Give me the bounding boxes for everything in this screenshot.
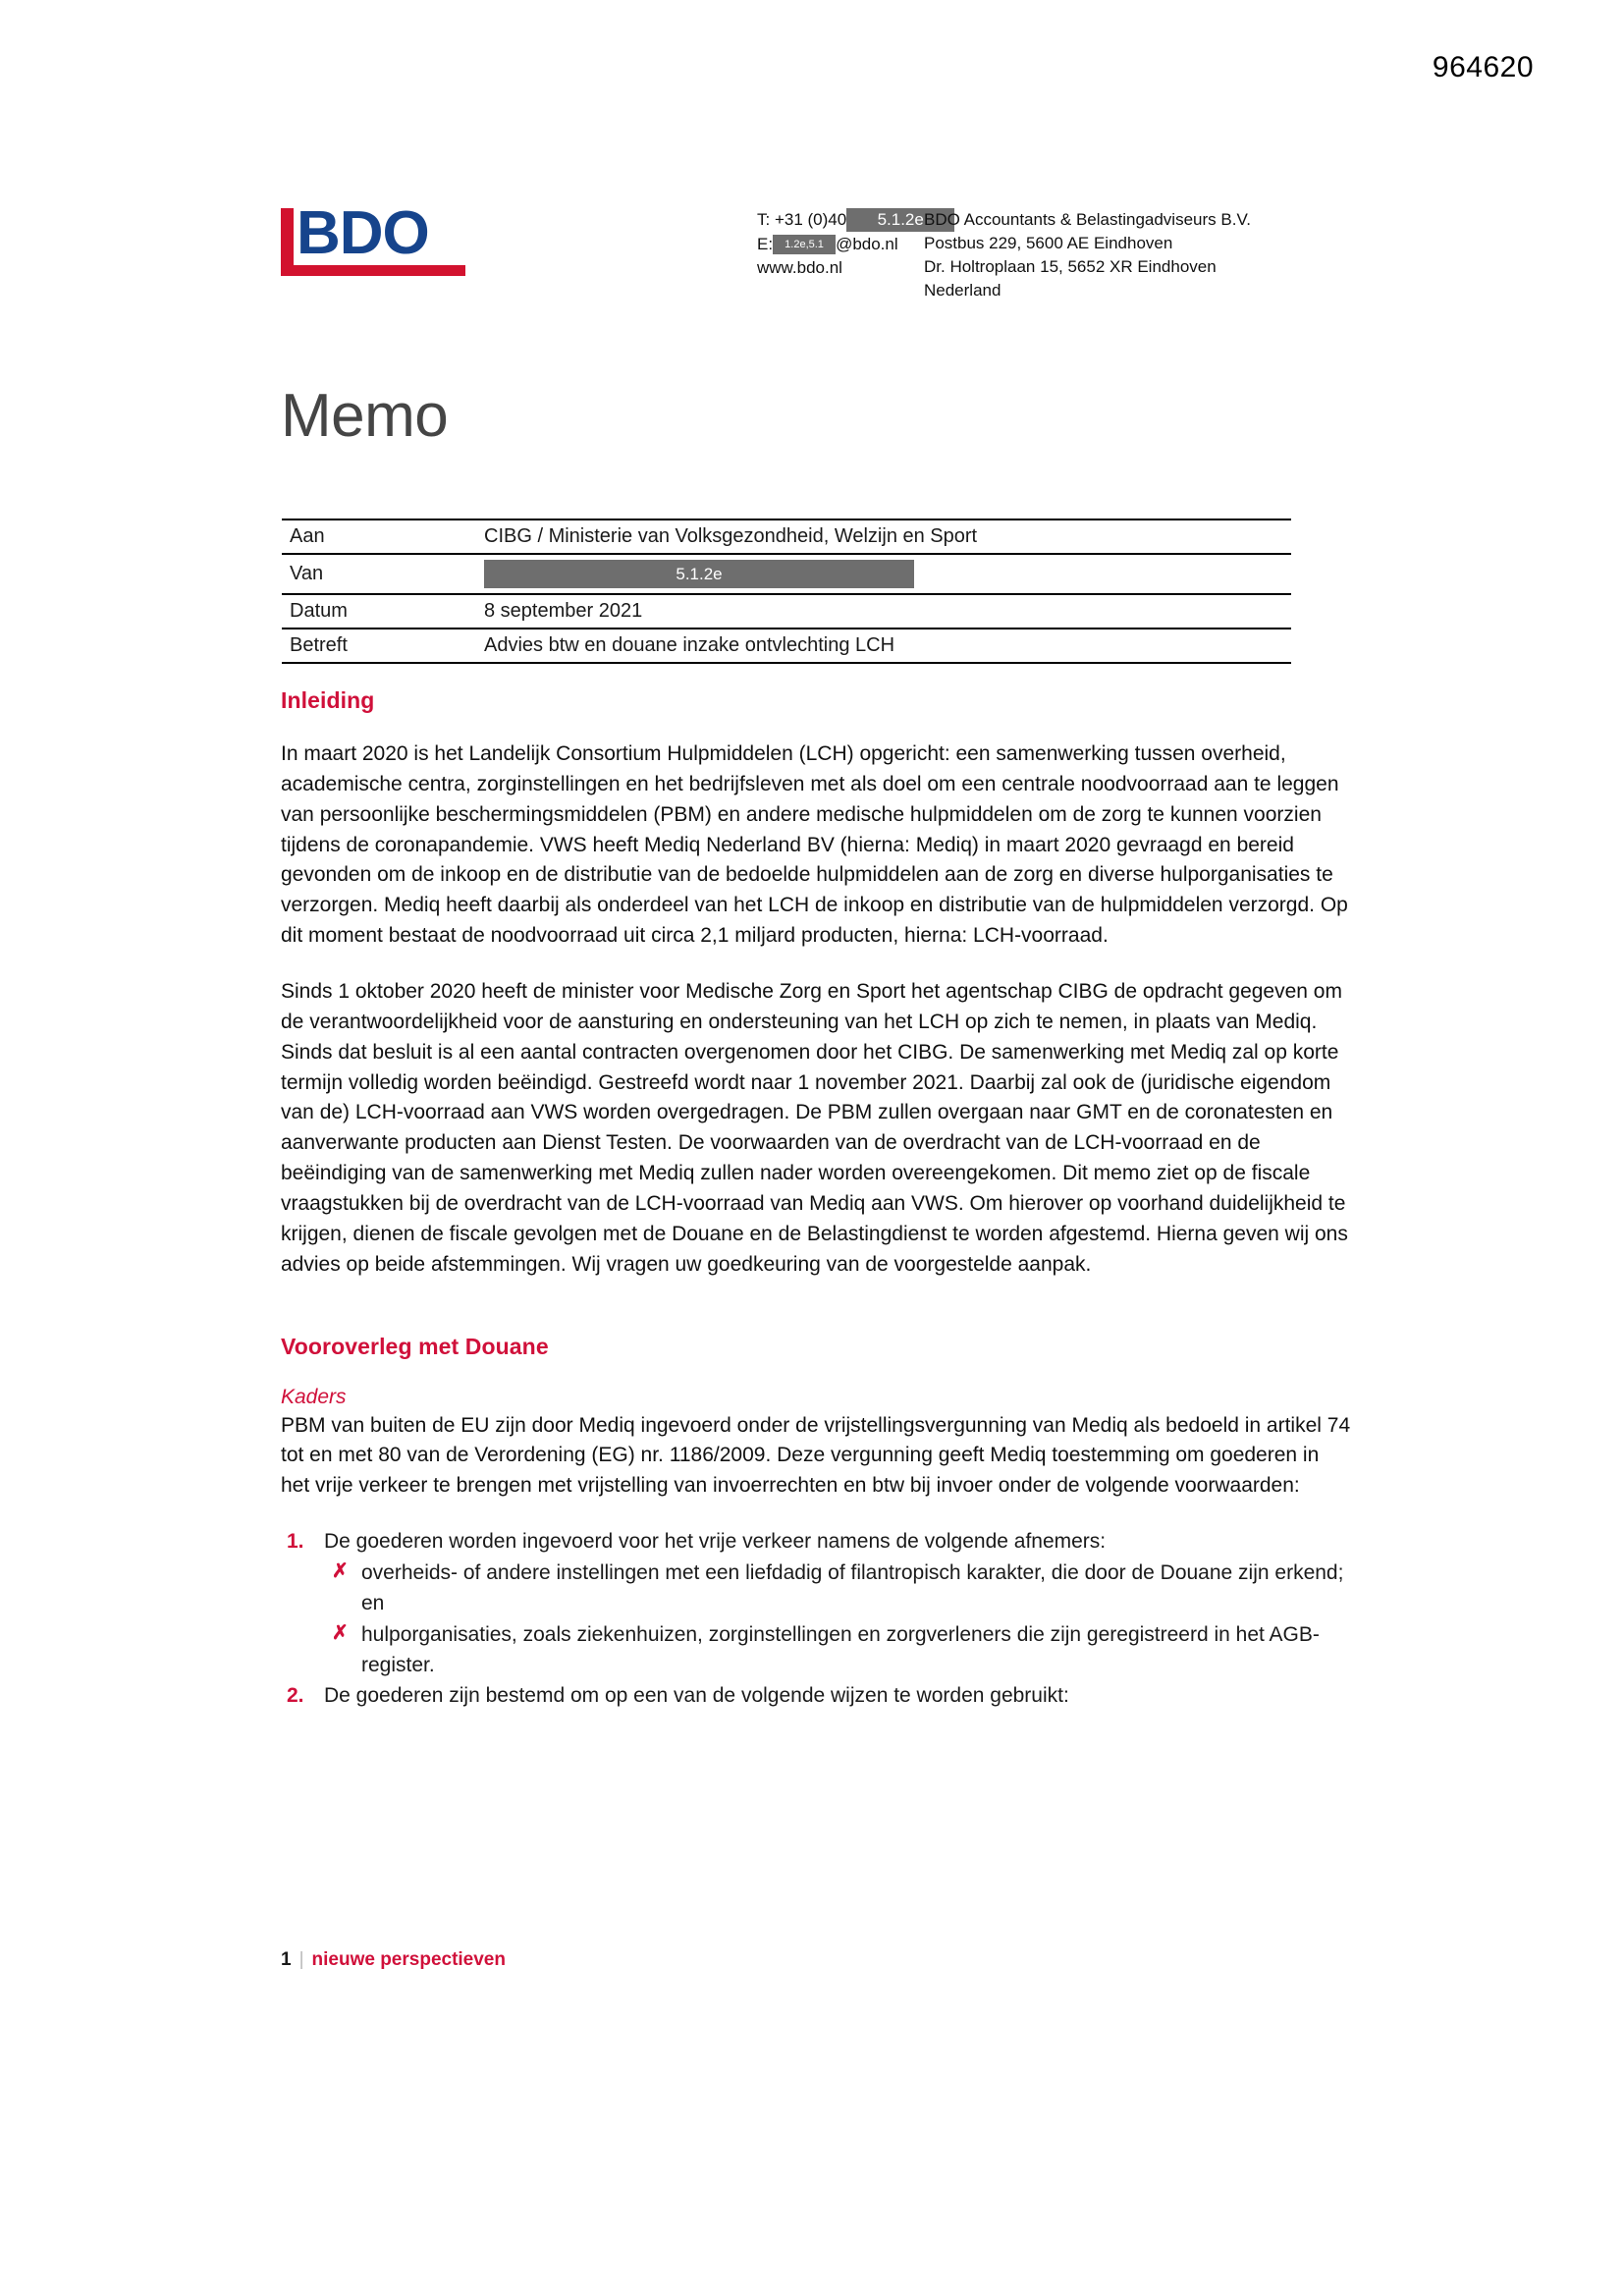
phone-redaction-box: 5.1.2e [846, 208, 954, 232]
list-number: 1. [287, 1530, 304, 1554]
voorwaarden-list [281, 1527, 1351, 1712]
meta-value-van [481, 554, 1291, 594]
x-bullet-icon: ✗ [332, 1560, 349, 1583]
document-body [281, 687, 1351, 1713]
vooroverleg-paragraph-1: PBM van buiten de EU zijn door Mediq ingevoerd onder de vrijstellingsvergunning van Mediq als bedoeld in artikel 74 tot en met 80 van de Verordening (EG) nr. 1186/2009. Deze vergunning geeft Mediq toestemming om goederen in het vrije verkeer te brengen met vrijstelling van invoerrechten en btw bij invoer onder de volgende voorwaarden: [281, 1413, 1351, 1498]
sub-list [324, 1558, 1351, 1680]
subsection-heading-kaders: Kaders [281, 1385, 347, 1408]
section-spacer [281, 1306, 1351, 1334]
list-item [324, 1620, 1351, 1681]
table-row [282, 594, 1291, 629]
street-address: Dr. Holtroplaan 15, 5652 XR Eindhoven [924, 257, 1217, 277]
list-item [281, 1527, 1351, 1680]
memo-metadata-table [282, 519, 1291, 664]
letterhead [281, 199, 1534, 301]
meta-label-datum: Datum [282, 594, 481, 629]
inleiding-paragraph-2: Sinds 1 oktober 2020 heeft de minister voor Medische Zorg en Sport het agentschap CIBG de opdracht gegeven om de verantwoordelijkheid voor de aansturing en ondersteuning van het LCH op zich te nemen, in plaats van Mediq. Sinds dat besluit is al een aantal contracten overgenomen door het CIBG. De samenwerking met Mediq zal op korte termijn volledig worden beëindigd. Gestreefd wordt naar 1 november 2021. Daarbij zal ook de (juridische eigendom van de) LCH-voorraad aan VWS worden overgedragen. De PBM zullen overgaan naar GMT en de coronatesten en aanverwante producten aan Dienst Testen. De voorwaarden van de overdracht van de LCH-voorraad en de beëindiging van de samenwerking met Mediq zullen nader worden overeengekomen. Dit memo ziet op de fiscale vraagstukken bij de overdracht van de LCH-voorraad van Mediq aan VWS. Om hierover op voorhand duidelijkheid te krijgen, dienen de fiscale gevolgen met de Douane en de Belastingdienst te worden afgestemd. Hierna geven wij ons advies op beide afstemmingen. Wij vragen uw goedkeuring van de voorgestelde aanpak. [281, 980, 1348, 1276]
meta-label-aan: Aan [282, 519, 481, 554]
website-line: www.bdo.nl [757, 257, 842, 277]
po-box: Postbus 229, 5600 AE Eindhoven [924, 234, 1173, 253]
phone-prefix: T: +31 (0)40 [757, 210, 847, 229]
table-row [282, 629, 1291, 663]
van-redaction-box: 5.1.2e [484, 560, 914, 588]
footer-tagline: nieuwe perspectieven [311, 1949, 506, 1970]
meta-label-betreft: Betreft [282, 629, 481, 663]
bdo-logo [281, 199, 465, 275]
list-item [324, 1558, 1351, 1619]
list-item-text: De goederen worden ingevoerd voor het vrije verkeer namens de volgende afnemers: [324, 1530, 1107, 1554]
page-title: Memo [281, 382, 449, 450]
page-footer [281, 1949, 506, 1971]
footer-page-number: 1 [281, 1949, 292, 1970]
sub-list-item-text: overheids- of andere instellingen met een liefdadig of filantropisch karakter, die door de Douane zijn erkend; en [361, 1561, 1344, 1614]
list-item-text: De goederen zijn bestemd om op een van de volgende wijzen te worden gebruikt: [324, 1684, 1069, 1708]
section-heading-vooroverleg: Vooroverleg met Douane [281, 1333, 549, 1359]
meta-value-betreft: Advies btw en douane inzake ontvlechting LCH [481, 629, 1291, 663]
country: Nederland [924, 281, 1001, 301]
meta-label-van: Van [282, 554, 481, 594]
logo-wordmark: BDO [297, 199, 429, 267]
email-prefix: E: [757, 234, 774, 253]
document-id: 964620 [1432, 51, 1534, 83]
meta-value-datum: 8 september 2021 [481, 594, 1291, 629]
section-heading-inleiding: Inleiding [281, 687, 375, 713]
meta-value-aan: CIBG / Ministerie van Volksgezondheid, Welzijn en Sport [481, 519, 1291, 554]
company-name: BDO Accountants & Belastingadviseurs B.V. [924, 210, 1251, 229]
inleiding-paragraph-1: In maart 2020 is het Landelijk Consortium Hulpmiddelen (LCH) opgericht: een samenwerking tussen overheid, academische centra, zorginstellingen en het bedrijfsleven met als doel om een centrale noodvoorraad aan te leggen van persoonlijke beschermingsmiddelen (PBM) en andere medische hulpmiddelen om de zorg te kunnen voorzien tijdens de coronapandemie. VWS heeft Mediq Nederland BV (hierna: Mediq) in maart 2020 gevraagd en bereid gevonden om de inkoop en de distributie van de bedoelde hulpmiddelen aan de zorg en diverse hulporganisaties te verzorgen. Mediq heeft daarbij als onderdeel van het LCH de inkoop en distributie van de hulpmiddelen verzorgd. Op dit moment bestaat de noodvoorraad uit circa 2,1 miljard producten, hierna: LCH-voorraad. [281, 742, 1348, 948]
table-row [282, 519, 1291, 554]
x-bullet-icon: ✗ [332, 1621, 349, 1644]
table-row [282, 554, 1291, 594]
email-suffix: @bdo.nl [836, 234, 898, 253]
contact-details-right [924, 208, 1251, 303]
logo-red-vertical-bar [281, 208, 294, 265]
footer-separator: | [298, 1949, 304, 1970]
sub-list-item-text: hulporganisaties, zoals ziekenhuizen, zorginstellingen en zorgverleners die zijn geregistreerd in het AGB-register. [361, 1622, 1320, 1676]
list-number: 2. [287, 1684, 304, 1708]
list-item [281, 1681, 1351, 1712]
email-redaction-box: 1.2e,5.1 [773, 235, 836, 254]
